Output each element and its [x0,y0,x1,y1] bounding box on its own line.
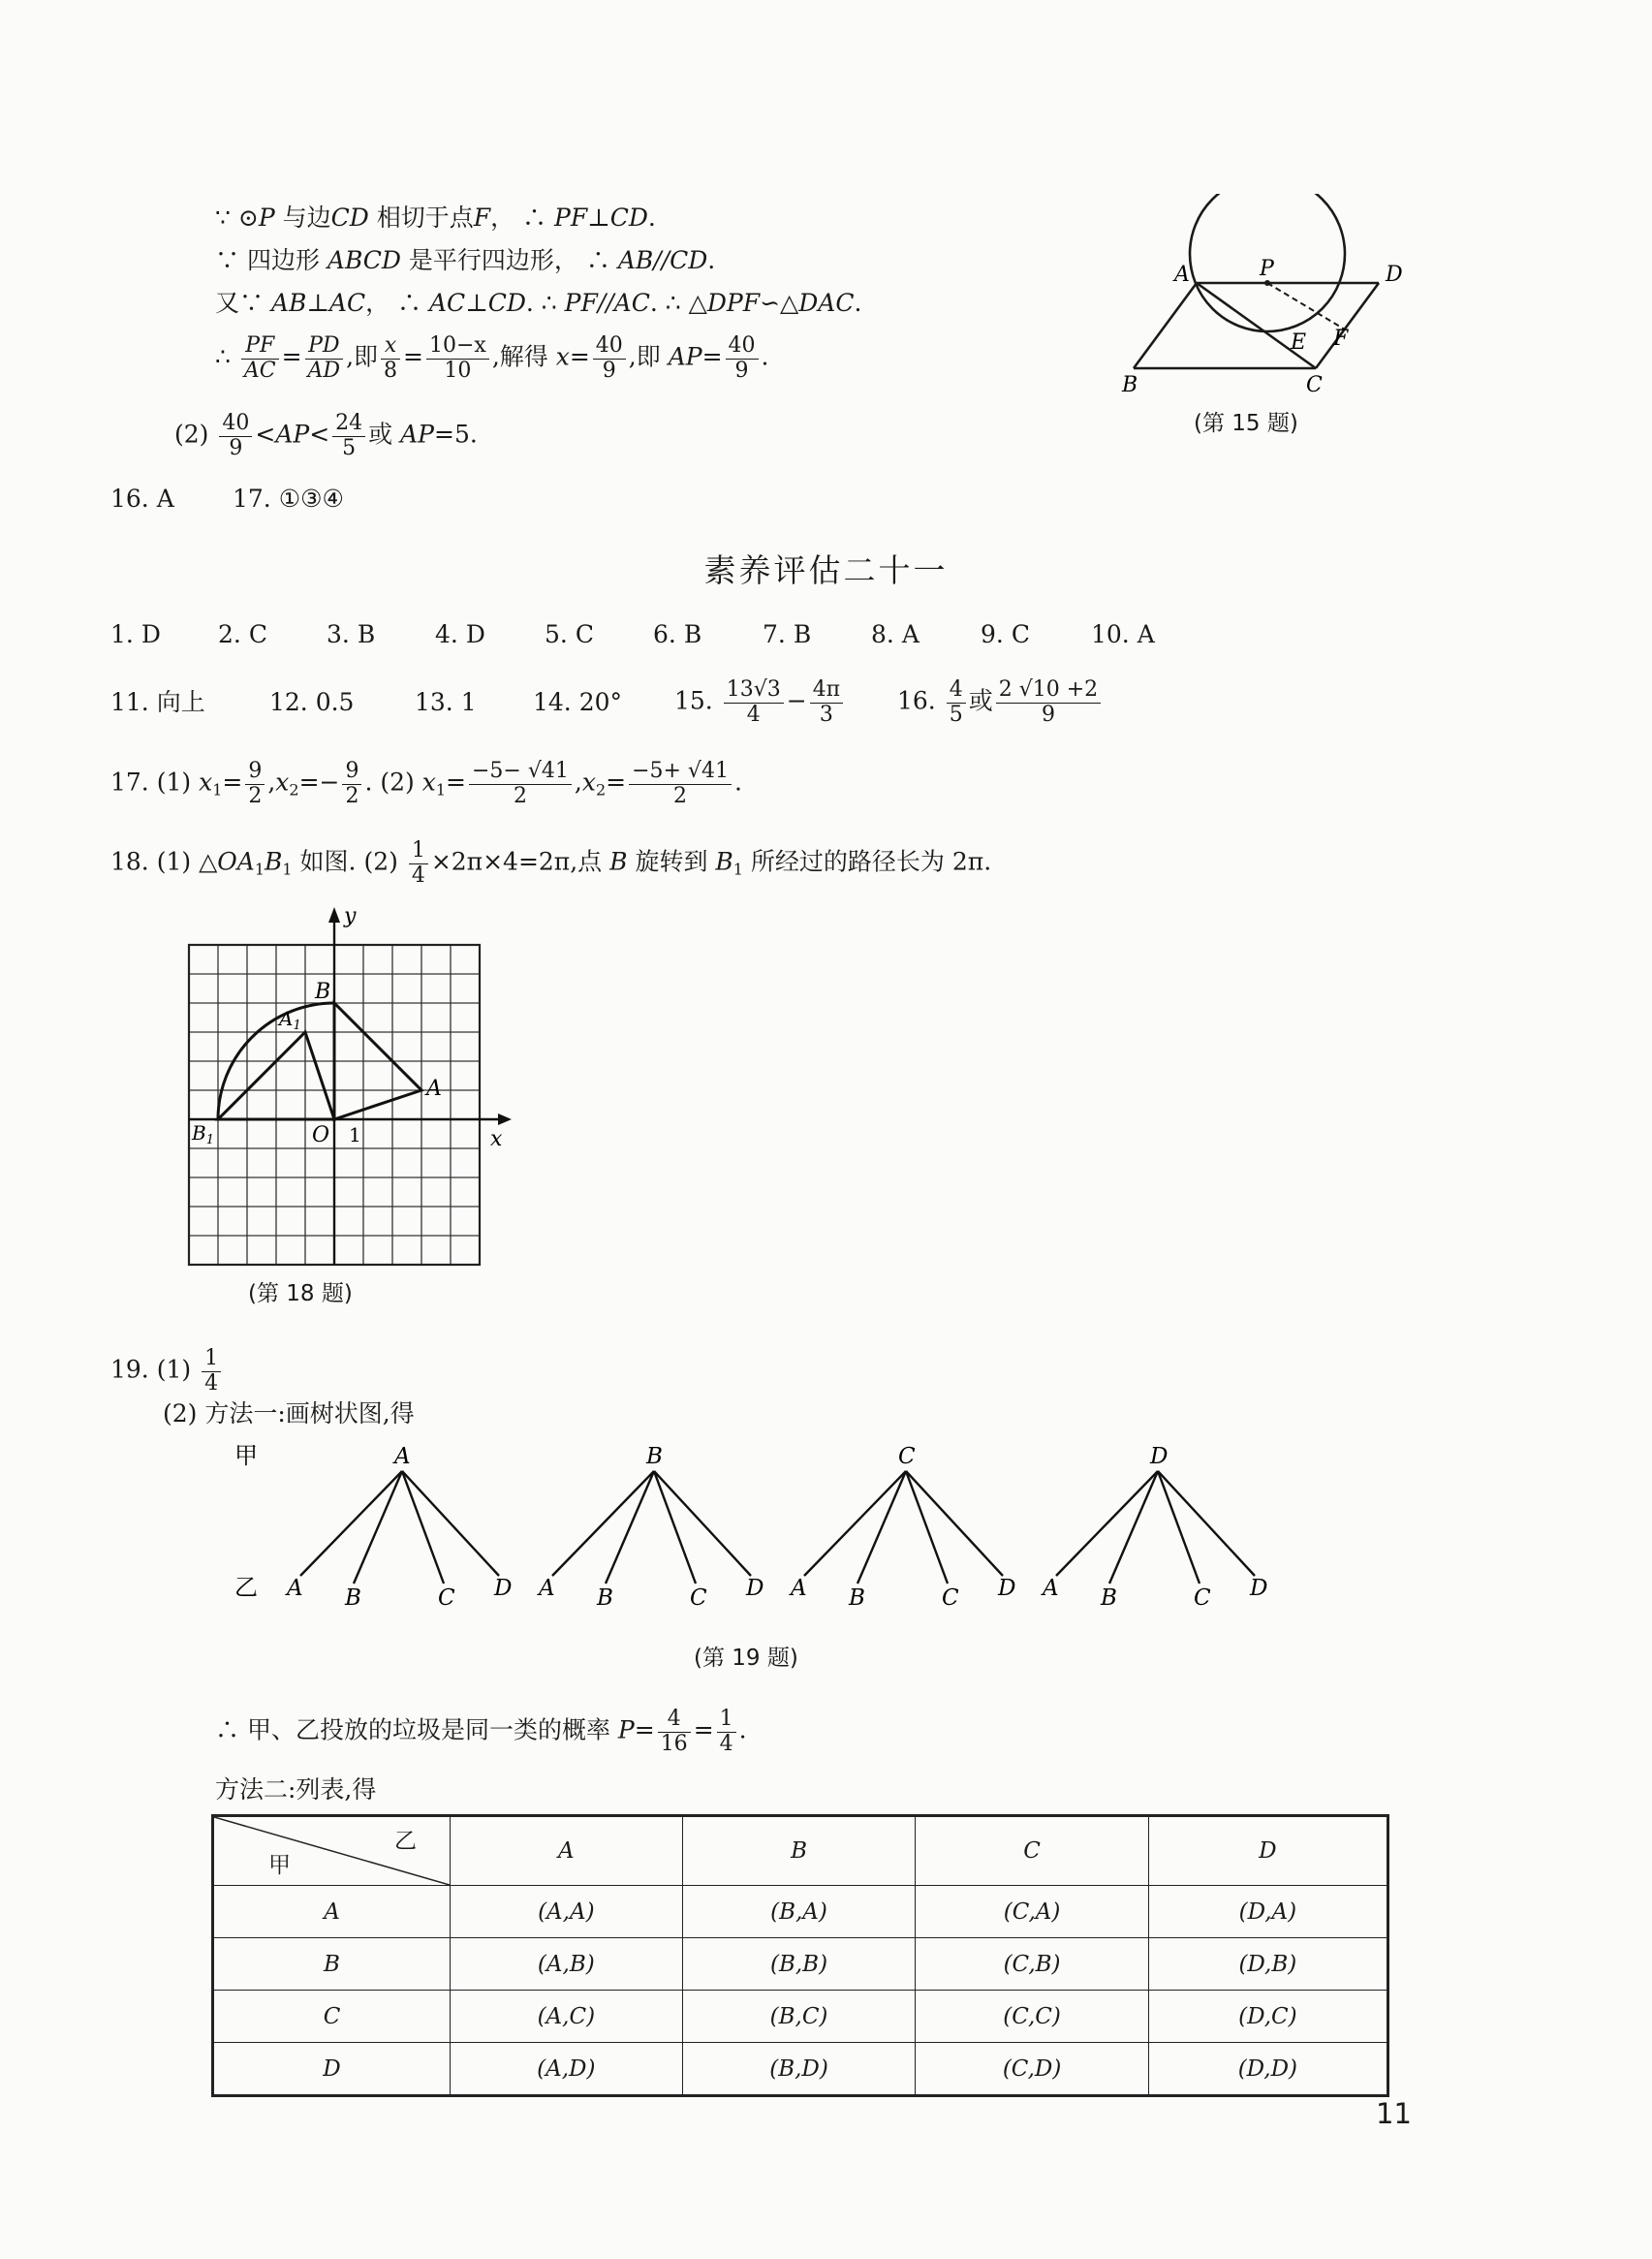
frac-9-2-a: $\frac{9}{2}$ [245,760,265,808]
label-B1: $B_1$ [192,1121,214,1147]
table-cell: (A,A) [451,1886,683,1938]
label-P: P [1260,257,1274,281]
tree-leaf: C [438,1585,455,1611]
frac-9-2-b: $\frac{9}{2}$ [342,760,361,808]
y-axis-arrow [328,907,340,923]
outcome-table [211,1814,1389,2097]
tree-row-jia: 甲 [234,1442,258,1469]
q17-answer: 17. ①③④ [233,485,344,513]
section-title: 素养评估二十一 [703,551,949,589]
frac-pf-ac: $\frac{PF}{AC}$ [241,334,279,383]
table-cell: (A,B) [451,1938,683,1991]
table-row [213,1991,1388,2043]
frac-4pi-3: $\frac{4\pi}{3}$ [810,678,843,727]
table-cell: (A,C) [451,1991,683,2043]
frac-40-9-c: $\frac{40}{9}$ [219,412,252,460]
tree-leaf: C [942,1585,959,1611]
mc-6: 6. B [653,620,702,648]
mc-10: 10. A [1091,620,1155,648]
q15-part-2: (2) $\frac{40}{9}$ <AP< $\frac{24}{5}$ 或 AP=5. [174,411,478,460]
seg-ab [1134,283,1197,368]
tree-diagram [223,1432,1308,1616]
q15-line-2: ∵ 四边形 ABCD 是平行四边形， ∴ AB//CD. [215,246,716,274]
tree-leaf: A [539,1576,555,1601]
label-B: B [1122,373,1138,397]
q16-answer: 16. A [110,485,174,513]
table-cell: (B,A) [682,1886,916,1938]
tree-leaf: D [1250,1576,1268,1601]
tree-D [1056,1471,1255,1584]
frac-40-9-b: $\frac{40}{9}$ [726,334,759,383]
table-cell: (B,D) [682,2043,916,2096]
mc-9: 9. C [981,620,1030,648]
frac-13sqrt3-4: $\frac{13√3}{4}$ [724,678,784,727]
table-cell: (B,C) [682,1991,916,2043]
frac-minus5-plus-sqrt41: $\frac{-5+ √41}{2}$ [629,760,732,808]
tree-leaf: D [494,1576,513,1601]
frac-x-8: $\frac{x}{8}$ [381,334,400,383]
mc-4: 4. D [435,620,485,648]
q18-grid-figure [174,901,523,1270]
table-row-header: C [213,1991,451,2043]
corner-bottom-label: 甲 [268,1853,291,1878]
table-column-header: B [682,1816,916,1886]
q15-figure [1105,194,1415,397]
tree-C [804,1471,1003,1584]
tree-root-C: C [898,1444,916,1469]
table-row [213,1938,1388,1991]
table-column-header: D [1148,1816,1387,1886]
mc-1: 1. D [110,620,161,648]
frac-minus5-minus-sqrt41: $\frac{-5- √41}{2}$ [469,760,572,808]
fill-15: 15. $\frac{13√3}{4}$ − $\frac{4\pi}{3}$ [674,678,846,727]
x-axis-arrow [498,1114,512,1125]
tree-leaf: D [998,1576,1016,1601]
frac-1-4-q18: $\frac{1}{4}$ [409,839,428,888]
label-y: y [344,904,357,928]
label-x: x [490,1127,503,1151]
label-A: A [426,1077,442,1101]
table-column-header: C [916,1816,1148,1886]
page-number: 11 [1376,2097,1412,2130]
table-cell: (C,A) [916,1886,1148,1938]
seg-pf-dashed [1267,283,1345,329]
mc-8: 8. A [871,620,920,648]
table-cell: (A,D) [451,2043,683,2096]
frac-2sqrt10-9: $\frac{2 √10 +2}{9}$ [996,678,1101,727]
label-1: 1 [349,1123,361,1146]
tree-root-D: D [1150,1444,1169,1469]
table-cell: (B,B) [682,1938,916,1991]
tree-leaf: B [1101,1585,1117,1611]
table-cell: (D,D) [1148,2043,1387,2096]
fill-12: 12. 0.5 [269,688,355,716]
tree-A [300,1471,499,1584]
table-row-header: A [213,1886,451,1938]
table-cell: (D,C) [1148,1991,1387,2043]
frac-40-9-a: $\frac{40}{9}$ [593,334,626,383]
table-header-row [213,1816,1388,1886]
label-E: E [1291,330,1307,355]
corner-top-label: 乙 [394,1829,417,1854]
table-row-header: D [213,2043,451,2096]
table-row [213,2043,1388,2096]
table-row [213,1886,1388,1938]
frac-24-5: $\frac{24}{5}$ [332,412,365,460]
label-B: B [315,980,331,1004]
tree-B [552,1471,751,1584]
tree-row-yi: 乙 [234,1574,258,1601]
mc-3: 3. B [327,620,376,648]
fill-16: 16. $\frac{4}{5}$ 或 $\frac{2 √10 +2}{9}$ [897,678,1104,727]
tree-leaf: B [597,1585,613,1611]
label-A1: $A_1$ [279,1007,301,1033]
q18-solution: 18. (1) $\triangle OA_1B_1$ 如图. (2) $\frac{1}{4}$ ×2π×4=2π,点 B 旋转到 $B_1$ 所经过的路径长为 2π. [110,838,992,888]
fill-13: 13. 1 [415,688,477,716]
frac-1-4-q19: $\frac{1}{4}$ [202,1347,221,1396]
tree-leaf: A [1043,1576,1059,1601]
label-A: A [1174,263,1190,287]
table-cell: (C,D) [916,2043,1148,2096]
tree-root-B: B [646,1444,663,1469]
mc-7: 7. B [763,620,812,648]
tree-root-A: A [394,1444,411,1469]
q19-method-2: 方法二:列表,得 [215,1775,377,1804]
tree-leaf: A [287,1576,303,1601]
q19-part-1: 19. (1) $\frac{1}{4}$ [110,1347,224,1396]
table-row-header: B [213,1938,451,1991]
q19-caption: (第 19 题) [694,1646,798,1671]
q15-caption: (第 15 题) [1194,411,1298,436]
tree-leaf: C [1194,1585,1211,1611]
tree-leaf: B [849,1585,865,1611]
label-O: O [312,1123,330,1147]
label-D: D [1386,263,1403,287]
tree-leaf: A [791,1576,807,1601]
q19-part-2-method-1: (2) 方法一:画树状图,得 [163,1399,415,1428]
table-cell: (D,B) [1148,1938,1387,1991]
table-column-header: A [451,1816,683,1886]
frac-10-x-10: $\frac{10-x}{10}$ [426,334,489,383]
tree-leaf: C [690,1585,707,1611]
table-cell: (C,B) [916,1938,1148,1991]
fill-11: 11. 向上 [110,688,205,716]
q17-solution: 17. (1) $x_1=$ $\frac{9}{2}$ $,x_2=-$ $\frac{9}{2}$ . (2) $x_1=$ $\frac{-5- √41}{2}$ $,x_2=$ $\frac{-5+ √41}{2}$ . [110,759,742,808]
frac-1-4-conclusion: $\frac{1}{4}$ [717,1708,736,1756]
frac-pd-ad: $\frac{PD}{AD}$ [305,334,344,383]
label-F: F [1333,327,1349,351]
q15-line-1: ∵ ⊙P 与边CD 相切于点F， ∴ PF⊥CD. [215,204,656,232]
q19-conclusion: ∴ 甲、乙投放的垃圾是同一类的概率 P= $\frac{4}{16}$ = $\frac{1}{4}$ . [215,1707,747,1756]
tree-leaf: D [746,1576,764,1601]
label-C: C [1306,373,1323,397]
q15-line-4: ∴ $\frac{PF}{AC}$ = $\frac{PD}{AD}$ ,即 $\frac{x}{8}$ = $\frac{10-x}{10}$ ,解得 x= $\frac{40}{9}$ ,即 AP= $\frac{40}{9}$ . [215,333,769,383]
fill-14: 14. 20° [533,688,623,716]
frac-4-5: $\frac{4}{5}$ [947,678,966,727]
seg-cd [1316,283,1379,368]
frac-4-16: $\frac{4}{16}$ [658,1708,691,1756]
tree-leaf: B [345,1585,361,1611]
mc-2: 2. C [218,620,267,648]
q18-caption: (第 18 题) [248,1281,353,1306]
table-cell: (D,A) [1148,1886,1387,1938]
mc-5: 5. C [545,620,594,648]
table-cell: (C,C) [916,1991,1148,2043]
q15-line-3: 又∵ AB⊥AC， ∴ AC⊥CD. ∴ PF//AC. ∴ △DPF∽△DAC. [215,289,862,317]
table-corner-cell [213,1816,451,1886]
